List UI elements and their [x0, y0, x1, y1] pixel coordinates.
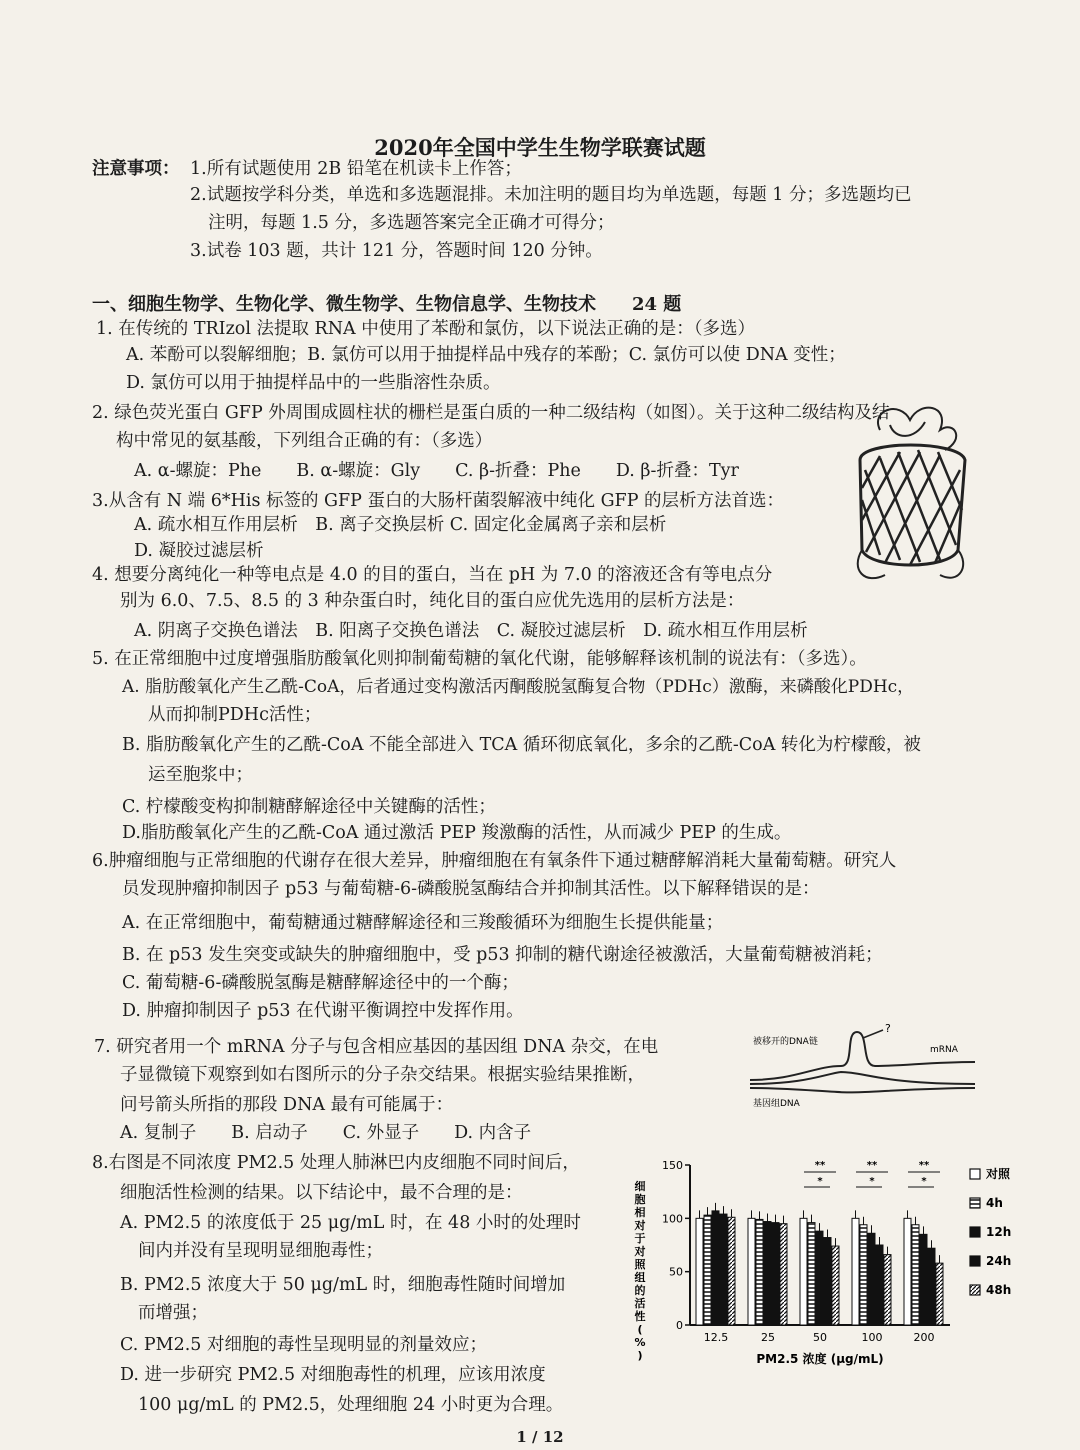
q6-option-c: C. 葡萄糖-6-磷酸脱氢酶是糖酵解途径中的一个酶； — [122, 973, 519, 993]
x-tick-label: 200 — [913, 1331, 935, 1344]
bar — [912, 1225, 919, 1325]
significance-label: * — [817, 1176, 823, 1187]
bar — [884, 1255, 891, 1325]
y-tick-label: 100 — [662, 1212, 683, 1226]
page-number: 1 / 12 — [516, 1428, 564, 1446]
significance-label: ** — [866, 1160, 878, 1171]
q3-options-1: A. 疏水相互作用层析 B. 离子交换层析 C. 固定化金属离子亲和层析 — [134, 515, 667, 535]
q8-option-b-1: B. PM2.5 浓度大于 50 μg/mL 时，细胞毒性随时间增加 — [120, 1275, 566, 1295]
x-tick-label: 100 — [861, 1331, 883, 1344]
y-tick-label: 50 — [669, 1265, 683, 1279]
q3-options-2: D. 凝胶过滤层析 — [134, 541, 264, 561]
significance-label: ** — [918, 1160, 930, 1171]
legend-swatch — [970, 1169, 980, 1179]
y-axis-label-char: 细 — [634, 1180, 646, 1193]
notice-line-3: 注明，每题 1.5 分，多选题答案完全正确才可得分； — [208, 213, 615, 233]
q7-stem-2: 子显微镜下观察到如右图所示的分子杂交结果。根据实验结果推断， — [120, 1065, 645, 1085]
q6-option-a: A. 在正常细胞中，葡萄糖通过糖酵解途径和三羧酸循环为细胞生长提供能量； — [122, 913, 724, 933]
page-title: 2020年全国中学生生物学联赛试题 — [374, 135, 706, 160]
bar — [696, 1218, 703, 1325]
y-axis-label-char: 的 — [634, 1284, 646, 1297]
q8-option-b-2: 而增强； — [138, 1303, 208, 1323]
q5-option-d: D.脂肪酸氧化产生的乙酰-CoA 通过激活 PEP 羧激酶的活性，从而减少 PEP 的生成。 — [122, 823, 792, 843]
q5-option-b-2: 运至胞浆中； — [148, 765, 253, 785]
q8-option-a-1: A. PM2.5 的浓度低于 25 μg/mL 时，在 48 小时的处理时 — [120, 1213, 581, 1233]
bar — [720, 1214, 727, 1325]
q8-option-d-1: D. 进一步研究 PM2.5 对细胞毒性的机理，应该用浓度 — [120, 1365, 546, 1385]
q5-stem: 5. 在正常细胞中过度增强脂肪酸氧化则抑制葡萄糖的氧化代谢，能够解释该机制的说法有：（多选）。 — [92, 649, 867, 669]
label-displaced-dna: 被移开的DNA链 — [753, 1037, 818, 1047]
bar — [800, 1218, 807, 1325]
legend-swatch — [970, 1198, 980, 1208]
x-tick-label: 12.5 — [703, 1331, 729, 1344]
q4-options: A. 阴离子交换色谱法 B. 阳离子交换色谱法 C. 凝胶过滤层析 D. 疏水相互作用层析 — [134, 621, 808, 641]
y-axis-label-char: 照 — [634, 1258, 646, 1271]
legend-swatch — [970, 1256, 980, 1266]
significance-label: * — [921, 1176, 927, 1187]
bar — [808, 1223, 815, 1325]
bar — [824, 1238, 831, 1325]
bar — [728, 1217, 735, 1325]
gfp-beta-barrel-figure — [840, 400, 980, 590]
y-tick-label: 0 — [676, 1319, 683, 1332]
bar — [852, 1218, 859, 1325]
q2-stem-2: 构中常见的氨基酸，下列组合正确的有：（多选） — [116, 431, 493, 451]
q8-option-d-2: 100 μg/mL 的 PM2.5，处理细胞 24 小时更为合理。 — [138, 1395, 564, 1415]
legend-label: 4h — [986, 1196, 1003, 1210]
bar — [712, 1211, 719, 1325]
legend-label: 对照 — [986, 1167, 1011, 1181]
y-axis-label-char: 胞 — [634, 1193, 646, 1206]
bar — [704, 1215, 711, 1325]
q4-stem-1: 4. 想要分离纯化一种等电点是 4.0 的目的蛋白，当在 pH 为 7.0 的溶液还含有等电点分 — [92, 565, 773, 585]
significance-label: ** — [814, 1160, 826, 1171]
legend-label: 24h — [986, 1254, 1012, 1268]
y-axis-label-char: ( — [637, 1323, 643, 1336]
q2-stem-1: 2. 绿色荧光蛋白 GFP 外周围成圆柱状的栅栏是蛋白质的一种二级结构（如图）。关于这种二级结构及结 — [92, 403, 890, 423]
q1-stem: 1. 在传统的 TRIzol 法提取 RNA 中使用了苯酚和氯仿，以下说法正确的是：（多选） — [96, 319, 755, 339]
q7-stem-1: 7. 研究者用一个 mRNA 分子与包含相应基因的基因组 DNA 杂交，在电 — [94, 1037, 659, 1057]
legend-label: 48h — [986, 1283, 1012, 1297]
q6-stem-2: 员发现肿瘤抑制因子 p53 与葡萄糖-6-磷酸脱氢酶结合并抑制其活性。以下解释错误的是： — [122, 879, 820, 899]
y-axis-label-char: 活 — [634, 1297, 646, 1310]
x-axis-label: PM2.5 浓度 (μg/mL) — [756, 1352, 884, 1366]
q1-options-2: D. 氯仿可以用于抽提样品中的一些脂溶性杂质。 — [126, 373, 501, 393]
q5-option-b-1: B. 脂肪酸氧化产生的乙酰-CoA 不能全部进入 TCA 循环彻底氧化，多余的乙酰-CoA 转化为柠檬酸，被 — [122, 735, 921, 755]
q1-options-1: A. 苯酚可以裂解细胞；B. 氯仿可以用于抽提样品中残存的苯酚；C. 氯仿可以使 DNA 变性； — [126, 345, 846, 365]
y-axis-label-char: % — [634, 1336, 646, 1349]
q4-stem-2: 别为 6.0、7.5、8.5 的 3 种杂蛋白时，纯化目的蛋白应优先选用的层析方法是： — [120, 591, 745, 611]
y-tick-label: 150 — [662, 1159, 683, 1172]
y-axis-label-char: ) — [637, 1349, 643, 1362]
bar — [772, 1223, 779, 1325]
bar — [860, 1225, 867, 1325]
label-genome-dna: 基因组DNA — [753, 1099, 800, 1109]
q2-options: A. α-螺旋：Phe B. α-螺旋：Gly C. β-折叠：Phe D. β-折叠：Tyr — [134, 461, 739, 481]
bar — [936, 1263, 943, 1325]
bar — [756, 1219, 763, 1325]
q7-stem-3: 问号箭头所指的那段 DNA 最有可能属于： — [120, 1095, 454, 1115]
bar — [904, 1218, 911, 1325]
bar — [920, 1234, 927, 1325]
notice-line-2: 2.试题按学科分类，单选和多选题混排。未加注明的题目均为单选题，每题 1 分；多选题均已 — [190, 185, 912, 205]
bar — [816, 1231, 823, 1325]
q5-option-c: C. 柠檬酸变构抑制糖酵解途径中关键酶的活性； — [122, 797, 496, 817]
bar — [764, 1222, 771, 1325]
q5-option-a-2: 从而抑制PDHc活性； — [148, 705, 322, 725]
notice-label: 注意事项： — [92, 159, 180, 179]
legend-swatch — [970, 1227, 980, 1237]
q3-stem: 3.从含有 N 端 6*His 标签的 GFP 蛋白的大肠杆菌裂解液中纯化 GFP 的层析方法首选： — [92, 491, 785, 511]
x-tick-label: 25 — [761, 1331, 775, 1344]
significance-label: * — [869, 1176, 875, 1187]
legend-label: 12h — [986, 1225, 1012, 1239]
label-question-mark: ? — [885, 1022, 891, 1035]
y-axis-label-char: 相 — [634, 1206, 646, 1219]
y-axis-label-char: 对 — [634, 1245, 646, 1258]
q8-bar-chart — [620, 1150, 1040, 1380]
q8-stem-1: 8.右图是不同浓度 PM2.5 处理人肺淋巴内皮细胞不同时间后， — [92, 1153, 580, 1173]
y-axis-label-char: 组 — [634, 1271, 646, 1284]
notice-line-1: 1.所有试题使用 2B 铅笔在机读卡上作答； — [190, 159, 522, 179]
bar — [832, 1246, 839, 1325]
bar — [928, 1248, 935, 1325]
y-axis-label-char: 于 — [634, 1232, 646, 1245]
q8-stem-2: 细胞活性检测的结果。以下结论中，最不合理的是： — [120, 1183, 523, 1203]
q8-option-a-2: 间内并没有呈现明显细胞毒性； — [138, 1241, 383, 1261]
bar — [780, 1224, 787, 1325]
q5-option-a-1: A. 脂肪酸氧化产生乙酰-CoA，后者通过变构激活丙酮酸脱氢酶复合物（PDHc）激酶，来磷酸化PDHc， — [122, 677, 915, 697]
y-axis-label-char: 对 — [634, 1219, 646, 1232]
q7-hybridization-figure — [745, 1022, 980, 1112]
bar — [748, 1218, 755, 1325]
q8-option-c: C. PM2.5 对细胞的毒性呈现明显的剂量效应； — [120, 1335, 487, 1355]
bar — [868, 1233, 875, 1325]
y-axis-label-char: 性 — [634, 1310, 646, 1323]
q6-option-b: B. 在 p53 发生突变或缺失的肿瘤细胞中，受 p53 抑制的糖代谢途径被激活，大量葡萄糖被消耗； — [122, 945, 883, 965]
legend-swatch — [970, 1285, 980, 1295]
bar — [876, 1245, 883, 1325]
q6-stem-1: 6.肿瘤细胞与正常细胞的代谢存在很大差异，肿瘤细胞在有氧条件下通过糖酵解消耗大量葡萄糖。研究人 — [92, 851, 897, 871]
label-mrna: mRNA — [930, 1045, 958, 1055]
section-heading: 一、细胞生物学、生物化学、微生物学、生物信息学、生物技术 24 题 — [92, 294, 682, 315]
notice-line-4: 3.试卷 103 题，共计 121 分，答题时间 120 分钟。 — [190, 241, 603, 261]
q6-option-d: D. 肿瘤抑制因子 p53 在代谢平衡调控中发挥作用。 — [122, 1001, 524, 1021]
x-tick-label: 50 — [813, 1331, 827, 1344]
q7-options: A. 复制子 B. 启动子 C. 外显子 D. 内含子 — [120, 1123, 532, 1143]
